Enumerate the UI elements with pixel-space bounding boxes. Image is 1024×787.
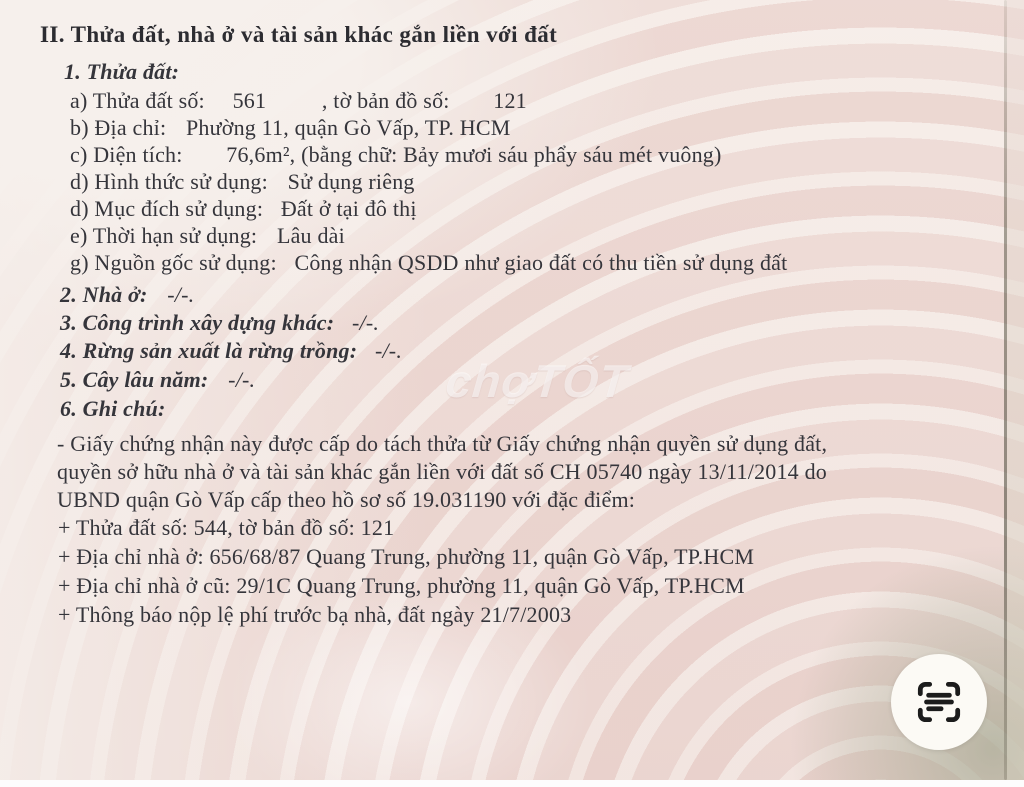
field-use-term [70, 223, 345, 249]
note-line: quyền sở hữu nhà ở và tài sản khác gắn liền với đất số CH 05740 ngày 13/11/2014 do [57, 459, 827, 484]
section-title-house: 2. Nhà ở: [60, 282, 148, 307]
section-title-other-construction: 3. Công trình xây dựng khác: [60, 310, 335, 335]
note-line: UBND quận Gò Vấp cấp theo hồ sơ số 19.031190 với đặc điểm: [57, 487, 636, 512]
section-title-perennial-trees: 5. Cây lâu năm: [60, 367, 209, 392]
field-label-area: c) Diện tích: [70, 142, 183, 167]
section-title-notes: 6. Ghi chú: [60, 396, 166, 421]
note-item-parcel: + Thửa đất số: 544, tờ bản đồ số: 121 [58, 515, 395, 540]
section-value-perennial-trees: -/-. [228, 367, 256, 392]
field-label-address: b) Địa chỉ: [70, 115, 167, 140]
note-item-fee-notice: + Thông báo nộp lệ phí trước bạ nhà, đất ngày 21/7/2003 [58, 602, 572, 627]
section-other-construction [60, 310, 379, 336]
field-use-form [70, 169, 415, 195]
field-value-use-origin: Công nhận QSDD như giao đất có thu tiền sử dụng đất [294, 250, 788, 275]
section-heading: II. Thửa đất, nhà ở và tài sản khác gắn liền với đất [40, 22, 558, 47]
field-label-use-origin: g) Nguồn gốc sử dụng: [70, 250, 277, 275]
field-label-use-term: e) Thời hạn sử dụng: [70, 223, 258, 248]
note-item-old-address: + Địa chỉ nhà ở cũ: 29/1C Quang Trung, phường 11, quận Gò Vấp, TP.HCM [58, 573, 745, 598]
field-area [70, 142, 722, 168]
scan-text-icon [912, 675, 966, 729]
field-address [70, 115, 511, 141]
field-value-use-form: Sử dụng riêng [287, 169, 415, 194]
field-value-map-sheet: 121 [493, 88, 527, 113]
section-value-house: -/-. [167, 282, 195, 307]
field-label-use-purpose: d) Mục đích sử dụng: [70, 196, 264, 221]
section-value-other-construction: -/-. [351, 310, 380, 335]
section-title-production-forest: 4. Rừng sản xuất là rừng trồng: [60, 338, 358, 363]
photo-bottom-strip [0, 780, 1024, 787]
page-crease [1004, 0, 1007, 780]
field-parcel-number [70, 88, 527, 114]
page-edge [1007, 0, 1024, 780]
field-value-parcel-number: 561 [232, 88, 267, 113]
section-perennial-trees [60, 367, 255, 393]
field-use-purpose [70, 196, 417, 222]
section-notes [60, 396, 166, 422]
note-item-house-address: + Địa chỉ nhà ở: 656/68/87 Quang Trung, phường 11, quận Gò Vấp, TP.HCM [58, 544, 755, 569]
note-line: - Giấy chứng nhận này được cấp do tách thửa từ Giấy chứng nhận quyền sử dụng đất, [57, 431, 828, 456]
field-value-address: Phường 11, quận Gò Vấp, TP. HCM [185, 115, 511, 140]
field-label-parcel-number: a) Thửa đất số: [70, 88, 205, 113]
chotot-watermark: chợTỐT [443, 355, 631, 407]
field-use-origin [70, 250, 787, 276]
field-label-map-sheet: , tờ bản đồ số: [321, 88, 450, 113]
scan-text-button[interactable] [891, 654, 987, 750]
field-value-use-term: Lâu dài [276, 223, 345, 248]
field-value-area: 76,6m², (bằng chữ: Bảy mươi sáu phẩy sáu mét vuông) [226, 142, 722, 167]
subsection-title-parcel: 1. Thửa đất: [64, 59, 180, 84]
field-label-use-form: d) Hình thức sử dụng: [70, 169, 268, 194]
section-production-forest [60, 338, 402, 364]
section-value-production-forest: -/-. [374, 338, 403, 363]
section-house [60, 282, 194, 308]
field-value-use-purpose: Đất ở tại đô thị [280, 196, 417, 221]
